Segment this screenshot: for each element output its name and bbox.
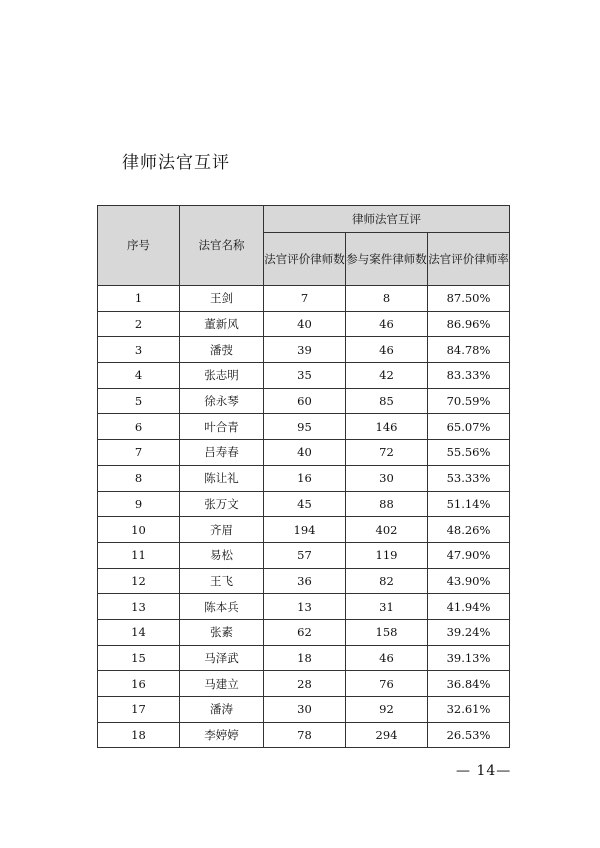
cell-case-lawyers: 88 <box>346 491 428 517</box>
cell-evaluated-count: 7 <box>264 286 346 312</box>
cell-evaluation-rate: 70.59% <box>428 388 510 414</box>
cell-case-lawyers: 46 <box>346 337 428 363</box>
cell-index: 5 <box>98 388 180 414</box>
cell-judge-name: 易松 <box>180 542 264 568</box>
cell-index: 9 <box>98 491 180 517</box>
cell-judge-name: 叶合青 <box>180 414 264 440</box>
cell-evaluated-count: 36 <box>264 568 346 594</box>
header-cases: 参与案件律师数 <box>346 233 428 286</box>
cell-case-lawyers: 92 <box>346 697 428 723</box>
cell-evaluated-count: 60 <box>264 388 346 414</box>
cell-judge-name: 陈本兵 <box>180 594 264 620</box>
cell-evaluated-count: 78 <box>264 722 346 748</box>
table-row <box>98 619 510 645</box>
cell-evaluated-count: 13 <box>264 594 346 620</box>
cell-evaluation-rate: 32.61% <box>428 697 510 723</box>
header-name: 法官名称 <box>180 206 264 286</box>
cell-judge-name: 王飞 <box>180 568 264 594</box>
table-row <box>98 337 510 363</box>
cell-evaluated-count: 45 <box>264 491 346 517</box>
cell-index: 7 <box>98 440 180 466</box>
page-title: 律师法官互评 <box>122 153 230 173</box>
cell-index: 6 <box>98 414 180 440</box>
cell-judge-name: 董新风 <box>180 311 264 337</box>
cell-evaluated-count: 62 <box>264 619 346 645</box>
cell-judge-name: 陈让礼 <box>180 465 264 491</box>
header-rate: 法官评价律师率 <box>428 233 510 286</box>
cell-evaluation-rate: 39.24% <box>428 619 510 645</box>
table-row <box>98 286 510 312</box>
cell-judge-name: 马建立 <box>180 671 264 697</box>
cell-evaluation-rate: 48.26% <box>428 517 510 543</box>
cell-index: 16 <box>98 671 180 697</box>
cell-evaluated-count: 57 <box>264 542 346 568</box>
cell-case-lawyers: 85 <box>346 388 428 414</box>
cell-judge-name: 张素 <box>180 619 264 645</box>
cell-case-lawyers: 82 <box>346 568 428 594</box>
cell-evaluated-count: 40 <box>264 311 346 337</box>
cell-evaluation-rate: 36.84% <box>428 671 510 697</box>
cell-evaluated-count: 35 <box>264 363 346 389</box>
cell-index: 1 <box>98 286 180 312</box>
cell-case-lawyers: 119 <box>346 542 428 568</box>
cell-evaluation-rate: 53.33% <box>428 465 510 491</box>
cell-judge-name: 张志明 <box>180 363 264 389</box>
table-row <box>98 542 510 568</box>
table-row <box>98 465 510 491</box>
page-number: — 14— <box>456 763 512 779</box>
header-row-top <box>98 206 510 233</box>
cell-case-lawyers: 72 <box>346 440 428 466</box>
table-row <box>98 568 510 594</box>
table-row <box>98 697 510 723</box>
cell-index: 14 <box>98 619 180 645</box>
cell-evaluation-rate: 83.33% <box>428 363 510 389</box>
table-row <box>98 388 510 414</box>
cell-case-lawyers: 46 <box>346 645 428 671</box>
cell-index: 13 <box>98 594 180 620</box>
cell-index: 11 <box>98 542 180 568</box>
cell-judge-name: 王剑 <box>180 286 264 312</box>
cell-index: 2 <box>98 311 180 337</box>
cell-case-lawyers: 158 <box>346 619 428 645</box>
cell-judge-name: 张万文 <box>180 491 264 517</box>
evaluation-table <box>97 205 510 748</box>
cell-evaluated-count: 18 <box>264 645 346 671</box>
cell-index: 8 <box>98 465 180 491</box>
cell-index: 4 <box>98 363 180 389</box>
cell-evaluation-rate: 43.90% <box>428 568 510 594</box>
table-row <box>98 440 510 466</box>
header-group: 律师法官互评 <box>264 206 510 233</box>
table-body <box>98 286 510 748</box>
cell-case-lawyers: 42 <box>346 363 428 389</box>
cell-evaluation-rate: 86.96% <box>428 311 510 337</box>
cell-evaluation-rate: 65.07% <box>428 414 510 440</box>
cell-evaluation-rate: 41.94% <box>428 594 510 620</box>
cell-judge-name: 马泽武 <box>180 645 264 671</box>
cell-case-lawyers: 30 <box>346 465 428 491</box>
cell-evaluated-count: 28 <box>264 671 346 697</box>
cell-index: 12 <box>98 568 180 594</box>
cell-index: 18 <box>98 722 180 748</box>
table-header <box>98 206 510 286</box>
cell-judge-name: 齐眉 <box>180 517 264 543</box>
cell-judge-name: 徐永琴 <box>180 388 264 414</box>
cell-evaluation-rate: 84.78% <box>428 337 510 363</box>
header-count: 法官评价律师数 <box>264 233 346 286</box>
cell-evaluation-rate: 26.53% <box>428 722 510 748</box>
cell-evaluated-count: 95 <box>264 414 346 440</box>
cell-evaluation-rate: 47.90% <box>428 542 510 568</box>
cell-judge-name: 李婷婷 <box>180 722 264 748</box>
cell-index: 10 <box>98 517 180 543</box>
cell-case-lawyers: 31 <box>346 594 428 620</box>
cell-case-lawyers: 402 <box>346 517 428 543</box>
table-row <box>98 594 510 620</box>
cell-evaluation-rate: 39.13% <box>428 645 510 671</box>
cell-evaluated-count: 194 <box>264 517 346 543</box>
table-row <box>98 311 510 337</box>
table-row <box>98 491 510 517</box>
header-index: 序号 <box>98 206 180 286</box>
cell-case-lawyers: 46 <box>346 311 428 337</box>
cell-index: 3 <box>98 337 180 363</box>
cell-case-lawyers: 294 <box>346 722 428 748</box>
cell-case-lawyers: 76 <box>346 671 428 697</box>
cell-evaluated-count: 39 <box>264 337 346 363</box>
table-row <box>98 414 510 440</box>
cell-evaluation-rate: 51.14% <box>428 491 510 517</box>
cell-judge-name: 吕寿春 <box>180 440 264 466</box>
table-row <box>98 722 510 748</box>
cell-index: 17 <box>98 697 180 723</box>
cell-evaluation-rate: 55.56% <box>428 440 510 466</box>
cell-index: 15 <box>98 645 180 671</box>
cell-judge-name: 潘弢 <box>180 337 264 363</box>
cell-case-lawyers: 146 <box>346 414 428 440</box>
table-row <box>98 363 510 389</box>
cell-evaluated-count: 40 <box>264 440 346 466</box>
cell-evaluated-count: 30 <box>264 697 346 723</box>
cell-judge-name: 潘涛 <box>180 697 264 723</box>
cell-evaluation-rate: 87.50% <box>428 286 510 312</box>
cell-evaluated-count: 16 <box>264 465 346 491</box>
table-row <box>98 671 510 697</box>
table-row <box>98 517 510 543</box>
cell-case-lawyers: 8 <box>346 286 428 312</box>
table-row <box>98 645 510 671</box>
